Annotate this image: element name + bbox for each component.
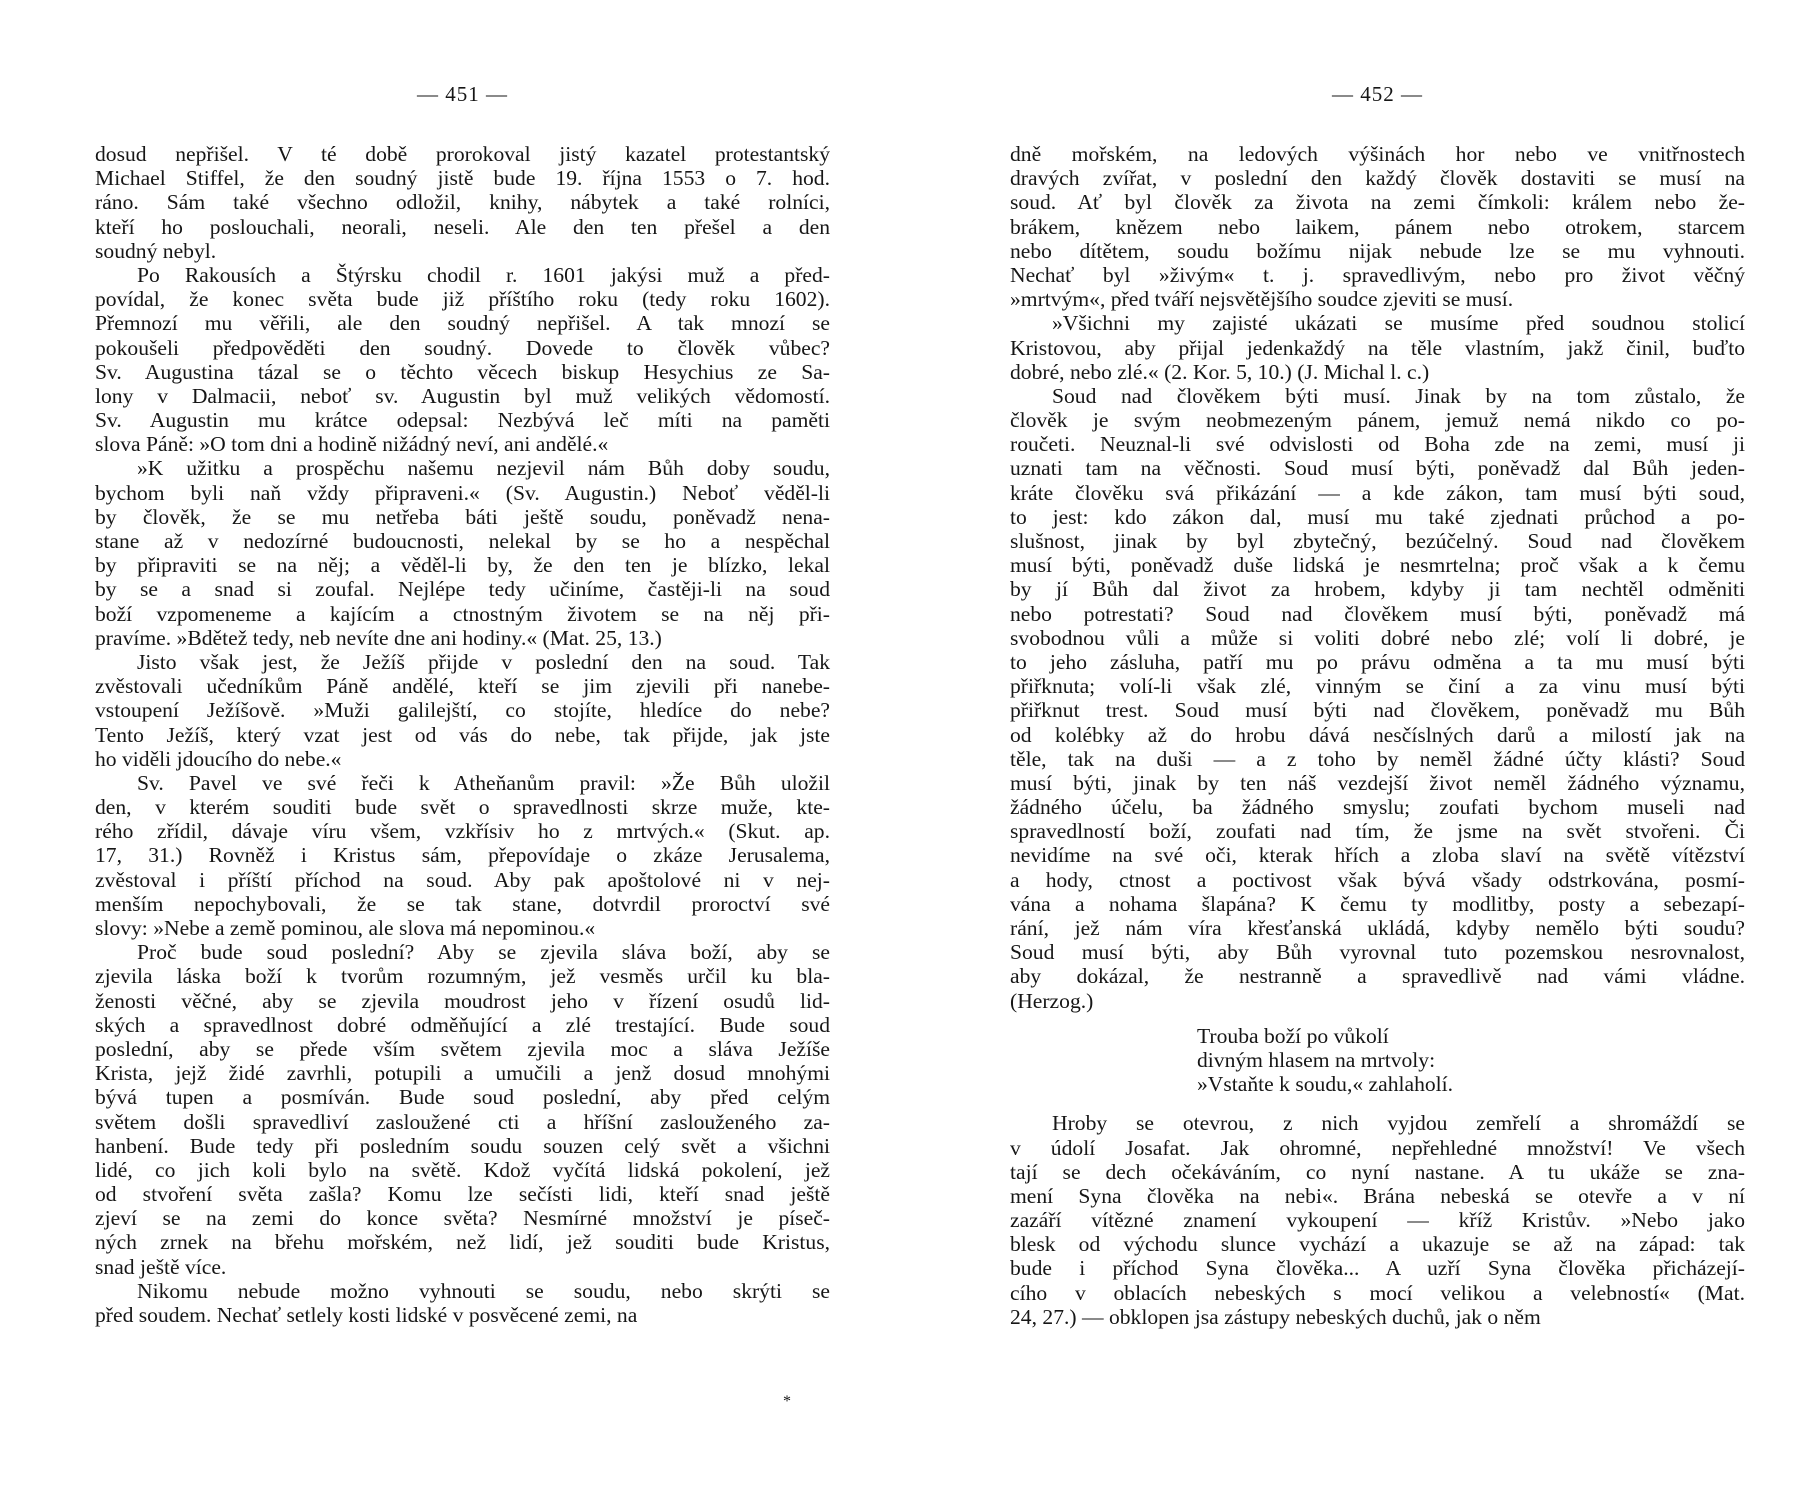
right-text-column xyxy=(1010,142,1745,1329)
text-line: zazáří vítězné znamení vykoupení — kříž Kristův. »Nebo jako xyxy=(1010,1208,1745,1233)
text-line: hanbení. Bude tedy při posledním soudu souzen celý svět a všichni xyxy=(95,1133,830,1158)
text-line: to jest: kdo zákon dal, musí mu také zjednati průchod a po- xyxy=(1010,504,1745,529)
text-line: nebo dítětem, soudu božímu nijak nebude lze se mu vyhnouti. xyxy=(1010,238,1745,263)
right-page xyxy=(1010,0,1745,1501)
text-line: bývá tupen a posmíván. Bude soud poslední, aby před celým xyxy=(95,1085,830,1110)
text-line: Tento Ježíš, který vzat jest od vás do nebe, tak přijde, jak jste xyxy=(95,722,830,747)
text-line: tají se dech očekáváním, co nyní nastane. A tu ukáže se zna- xyxy=(1010,1159,1745,1184)
text-line: brákem, knězem nebo laikem, pánem nebo otrokem, starcem xyxy=(1010,214,1745,239)
text-line: rého zřídil, dávaje víru všem, vzkřísiv ho z mrtvých.« (Skut. ap. xyxy=(95,819,830,844)
text-line: zvěstoval i příští příchod na soud. Aby pak apoštolové ni v nej- xyxy=(95,867,830,892)
text-line: roučeti. Neuznal-li své odvislosti od Boha zde na zemi, musí ji xyxy=(1010,432,1745,457)
text-line: před soudem. Nechať setlely kosti lidské v posvěcené zemi, na xyxy=(95,1303,638,1327)
text-line: Sv. Augustin mu krátce odepsal: Nezbývá leč míti na paměti xyxy=(95,408,830,433)
text-line: Přemnozí mu věřili, ale den soudný nepřišel. A tak mnozí se xyxy=(95,311,830,336)
text-line: slušnost, jinak by byl zbytečný, bezúčelný. Soud nad člověkem xyxy=(1010,529,1745,553)
text-line: zjevila láska boží k tvorům rozumným, jež vesměs určil ku bla- xyxy=(95,964,830,989)
text-line: Hroby se otevrou, z nich vyjdou zemřelí a shromáždí se xyxy=(1052,1111,1745,1136)
text-line: Krista, jejž židé zavrhli, potupili a umučili a jenž dosud mnohými xyxy=(95,1061,830,1086)
text-line: od stvoření světa zašla? Komu lze sečísti lidi, kteří snad ještě xyxy=(95,1182,830,1207)
text-line: Trouba boží po vůkolí xyxy=(1197,1023,1389,1048)
text-line: nebo potrestati? Soud nad člověkem musí býti, poněvadž má xyxy=(1010,601,1745,626)
text-line: Jisto však jest, že Ježíš přijde v poslední den na soud. Tak xyxy=(137,649,830,674)
text-line: »Vstaňte k soudu,« zahlaholí. xyxy=(1197,1072,1454,1097)
left-page xyxy=(95,0,830,1501)
text-line: by se a snad si zoufal. Nejlépe tedy učiníme, častěji-li na soud xyxy=(95,577,830,602)
text-line: kteří ho poslouchali, neorali, neseli. Ale den ten přešel a den xyxy=(95,214,830,239)
text-line: Proč bude soud poslední? Aby se zjevila sláva boží, aby se xyxy=(137,940,830,965)
text-line: 17, 31.) Rovněž i Kristus sám, přepovídaje o zkáze Jerusalema, xyxy=(95,843,830,868)
text-line: snad ještě více. xyxy=(95,1254,227,1279)
text-line: ženosti věčné, aby se zjevila moudrost jeho v řízení osudů lid- xyxy=(95,988,830,1013)
text-line: kráte člověku svá přikázání — a kde zákon, tam musí býti soud, xyxy=(1010,480,1745,505)
text-line: přiřknuta; volí-li však zlé, vinným se činí a za vinu musí býti xyxy=(1010,674,1745,699)
text-line: nevidíme na své oči, kterak hřích a zloba slaví na světě vítězství xyxy=(1010,843,1745,868)
text-line: zvěstovali učedníkům Páně andělé, kteří se jim zjevili při nanebe- xyxy=(95,674,830,699)
text-line: (Herzog.) xyxy=(1010,988,1094,1013)
text-line: svobodnou vůli a může si voliti dobré nebo zlé; volí li dobré, je xyxy=(1010,625,1745,650)
text-line: zjeví se na zemi do konce světa? Nesmírné množství je píseč- xyxy=(95,1206,830,1231)
text-line: Michael Stiffel, že den soudný jistě bude 19. října 1553 o 7. hod. xyxy=(95,166,830,191)
text-line: pokoušeli předpověděti den soudný. Dovede to člověk vůbec? xyxy=(95,335,830,360)
text-line: to jeho zásluha, patří mu po právu odměna a ta mu musí býti xyxy=(1010,649,1745,674)
text-line: mení Syna člověka na nebi«. Brána nebeská se otevře a v ní xyxy=(1010,1183,1745,1208)
text-line: povídal, že konec světa bude již příštího roku (tedy roku 1602). xyxy=(95,287,830,312)
text-line: Sv. Augustina tázal se o těchto věcech biskup Hesychius ze Sa- xyxy=(95,359,830,384)
right-text-after-poem xyxy=(1010,1111,1745,1329)
text-line: Po Rakousích a Štýrsku chodil r. 1601 jakýsi muž a před- xyxy=(137,262,830,287)
text-line: blesk od východu slunce vychází a ukazuje se až na západ: tak xyxy=(1010,1232,1745,1257)
text-line: žádného účelu, ba žádného smyslu; zoufati bychom museli nad xyxy=(1010,795,1745,820)
text-line: »Všichni my zajisté ukázati se musíme před soudnou stolicí xyxy=(1052,311,1745,336)
signature-mark: * xyxy=(783,1393,791,1410)
text-line: by připraviti se na něj; a věděl-li by, že den ten je blízko, lekal xyxy=(95,553,830,578)
text-line: poslední, aby se přede vším světem zjevila moc a sláva Ježíše xyxy=(95,1036,830,1061)
text-line: slova Páně: »O tom dni a hodině nižádný neví, ani andělé.« xyxy=(95,432,609,457)
text-line: a hody, ctnost a poctivost však bývá všady odstrkována, posmí- xyxy=(1010,867,1745,892)
text-line: lony v Dalmacii, neboť sv. Augustin byl muž velikých vědomostí. xyxy=(95,383,830,408)
text-line: světem došli spravedliví zasloužené cti a hříšní zaslouženého za- xyxy=(95,1109,830,1134)
text-line: musí býti, poněvadž duše lidská je nesmrtelna; proč však a k čemu xyxy=(1010,553,1745,578)
right-text-before-poem xyxy=(1010,142,1745,1013)
text-line: člověk je svým neobmezeným pánem, jemuž nemá nikdo co po- xyxy=(1010,408,1745,433)
text-line: přiřknut trest. Soud musí býti nad člověkem, poněvadž mu Bůh xyxy=(1010,698,1745,723)
text-line: Sv. Pavel ve své řeči k Atheňanům pravil: »Že Bůh uložil xyxy=(137,770,830,795)
text-line: by jí Bůh dal život za hrobem, kdyby ji tam nechtěl odměniti xyxy=(1010,577,1745,602)
page-number-left: — 451 — xyxy=(417,82,508,106)
text-line: Soud nad člověkem býti musí. Jinak by na tom zůstalo, že xyxy=(1052,383,1745,408)
left-text-column xyxy=(95,142,830,1327)
text-line: dosud nepřišel. V té době prorokoval jistý kazatel protestantský xyxy=(95,142,830,166)
text-line: vána a nohama šlapána? K čemu ty modlitby, posty a sebezapí- xyxy=(1010,891,1745,916)
text-line: v údolí Josafat. Jak ohromné, nepřehledné množství! Ve všech xyxy=(1010,1135,1745,1160)
text-line: dravých zvířat, v poslední den každý člověk dostaviti se musí na xyxy=(1010,166,1745,191)
text-line: menším nepochybovali, že se tak stane, dotvrdil proroctví své xyxy=(95,891,830,916)
text-line: musí býti, jinak by ten náš vezdejší život neměl žádného významu, xyxy=(1010,770,1745,795)
text-line: dobré, nebo zlé.« (2. Kor. 5, 10.) (J. Michal l. c.) xyxy=(1010,359,1430,384)
text-line: dně mořském, na ledových výšinách hor nebo ve vnitřnostech xyxy=(1010,142,1745,166)
text-line: Nikomu nebude možno vyhnouti se soudu, nebo skrýti se xyxy=(137,1278,830,1303)
text-line: soud. Ať byl člověk za života na zemi čímkoli: králem nebo že- xyxy=(1010,190,1745,215)
text-line: rání, jež nám víra křesťanská ukládá, kdyby nemělo býti soudu? xyxy=(1010,916,1745,940)
text-line: pravíme. »Bdětež tedy, neb nevíte dne ani hodiny.« (Mat. 25, 13.) xyxy=(95,625,662,650)
text-line: by člověk, že se mu netřeba báti ještě soudu, poněvadž nena- xyxy=(95,504,830,529)
text-line: Soud musí býti, aby Bůh vyrovnal tuto pozemskou nesrovnalost, xyxy=(1010,940,1745,965)
text-line: bude i příchod Syna člověka... A uzří Syna člověka přicházejí- xyxy=(1010,1256,1745,1281)
text-line: spravedlností boží, zoufati nad tím, že jsme na svět stvořeni. Či xyxy=(1010,819,1745,844)
text-line: slovy: »Nebe a země pominou, ale slova má nepominou.« xyxy=(95,916,596,940)
text-line: boží vzpomeneme a kajícím a ctnostným životem se na něj při- xyxy=(95,601,830,626)
text-line: lidé, co jich koli bylo na světě. Kdož vyčítá lidská pokolení, jež xyxy=(95,1157,830,1182)
text-line: Kristovou, aby přijal jedenkaždý na těle vlastním, jakž činil, buďto xyxy=(1010,335,1745,360)
page-number-right: — 452 — xyxy=(1332,82,1423,106)
text-line: těle, tak na duši — a z toho by neměl žádné účty klásti? Soud xyxy=(1010,746,1745,771)
text-line: ho viděli jdoucího do nebe.« xyxy=(95,746,342,771)
text-line: »K užitku a prospěchu našemu nezjevil nám Bůh doby soudu, xyxy=(137,456,830,481)
text-line: divným hlasem na mrtvoly: xyxy=(1197,1047,1436,1072)
text-line: aby dokázal, že nestranně a spravedlivě nad vámi vládne. xyxy=(1010,964,1745,989)
text-line: soudný nebyl. xyxy=(95,238,217,263)
text-line: cího v oblacích nebeských s mocí velikou a velebností« (Mat. xyxy=(1010,1280,1745,1305)
text-line: »mrtvým«, před tváří nejsvětějšího soudce zjeviti se musí. xyxy=(1010,287,1514,312)
text-line: uznati tam na věčnosti. Soud musí býti, poněvadž dal Bůh jeden- xyxy=(1010,456,1745,481)
text-line: bychom byli naň vždy připraveni.« (Sv. Augustin.) Neboť věděl-li xyxy=(95,480,830,505)
text-line: den, v kterém souditi bude svět o spravedlnosti skrze muže, kte- xyxy=(95,795,830,820)
text-line: vstoupení Ježíšově. »Muži galilejští, co stojíte, hledíce do nebe? xyxy=(95,698,830,723)
text-line: ských a spravedlnost dobré odměňující a zlé trestající. Bude soud xyxy=(95,1012,830,1037)
text-line: Nechať byl »živým« t. j. spravedlivým, nebo pro život věčný xyxy=(1010,262,1745,287)
text-line: ných zrnek na břehu mořském, než lidí, jež souditi bude Kristus, xyxy=(95,1230,830,1255)
text-line: od kolébky až do hrobu dává nesčíslných darů a milostí jak na xyxy=(1010,722,1745,747)
poem-block xyxy=(1010,1024,1745,1097)
text-line: 24, 27.) — obklopen jsa zástupy nebeských duchů, jak o něm xyxy=(1010,1304,1541,1329)
text-line: stane až v nedozírné budoucnosti, nelekal by se ho a nespěchal xyxy=(95,529,830,553)
text-line: ráno. Sám také všechno odložil, knihy, nábytek a také rolníci, xyxy=(95,190,830,215)
